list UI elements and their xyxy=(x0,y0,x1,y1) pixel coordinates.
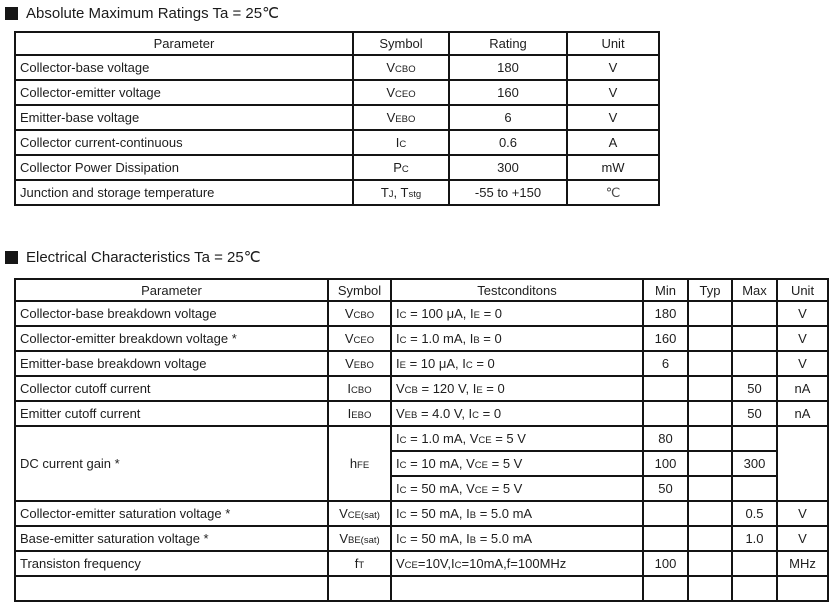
symbol-cell: TJ, Tstg xyxy=(353,180,449,205)
table-row xyxy=(15,526,828,551)
abs-max-section-title xyxy=(5,0,833,23)
unit-cell: V xyxy=(567,105,659,130)
symbol-cell: fT xyxy=(328,551,391,576)
section-title-text: Electrical Characteristics Ta = 25℃ xyxy=(26,249,261,266)
unit-cell: V xyxy=(777,326,828,351)
rating-cell: 160 xyxy=(449,80,567,105)
empty-cell xyxy=(15,576,328,601)
table-row xyxy=(15,155,659,180)
header-cell-parameter: Parameter xyxy=(15,279,328,301)
symbol-cell: VCE(sat) xyxy=(328,501,391,526)
unit-cell: V xyxy=(777,301,828,326)
unit-cell: V xyxy=(777,526,828,551)
typ-cell xyxy=(688,301,732,326)
min-cell xyxy=(643,401,688,426)
symbol-cell: VCBO xyxy=(328,301,391,326)
parameter-cell: Emitter-base breakdown voltage xyxy=(15,351,328,376)
parameter-cell: Transiston frequency xyxy=(15,551,328,576)
typ-cell xyxy=(688,376,732,401)
clipped-partial-row xyxy=(15,576,828,601)
parameter-cell: Collector current-continuous xyxy=(15,130,353,155)
table-row xyxy=(15,551,828,576)
testcondition-cell: IC = 1.0 mA, IB = 0 xyxy=(391,326,643,351)
typ-cell xyxy=(688,476,732,501)
testcondition-cell: IC = 1.0 mA, VCE = 5 V xyxy=(391,426,643,451)
header-cell-symbol: Symbol xyxy=(328,279,391,301)
max-cell: 0.5 xyxy=(732,501,777,526)
header-cell-unit: Unit xyxy=(567,32,659,55)
table-row xyxy=(15,326,828,351)
empty-cell xyxy=(732,576,777,601)
header-cell-rating: Rating xyxy=(449,32,567,55)
unit-cell: ℃ xyxy=(567,180,659,205)
min-cell: 180 xyxy=(643,301,688,326)
max-cell xyxy=(732,351,777,376)
testcondition-cell: VCE=10V,IC=10mA,f=100MHz xyxy=(391,551,643,576)
unit-cell: MHz xyxy=(777,551,828,576)
testcondition-cell: VCB = 120 V, IE = 0 xyxy=(391,376,643,401)
unit-cell: A xyxy=(567,130,659,155)
symbol-cell: IEBO xyxy=(328,401,391,426)
unit-cell: V xyxy=(777,501,828,526)
testcondition-cell: IC = 100 μA, IE = 0 xyxy=(391,301,643,326)
header-cell-testconditions: Testconditons xyxy=(391,279,643,301)
parameter-cell: Collector cutoff current xyxy=(15,376,328,401)
testcondition-cell: VEB = 4.0 V, IC = 0 xyxy=(391,401,643,426)
section-title-text: Absolute Maximum Ratings Ta = 25℃ xyxy=(26,5,279,22)
max-cell xyxy=(732,426,777,451)
min-cell: 160 xyxy=(643,326,688,351)
min-cell: 80 xyxy=(643,426,688,451)
table-row xyxy=(15,401,828,426)
max-cell: 50 xyxy=(732,401,777,426)
max-cell xyxy=(732,476,777,501)
max-cell xyxy=(732,551,777,576)
empty-cell xyxy=(777,576,828,601)
min-cell xyxy=(643,526,688,551)
testcondition-cell: IC = 50 mA, IB = 5.0 mA xyxy=(391,501,643,526)
header-cell-min: Min xyxy=(643,279,688,301)
unit-cell: V xyxy=(777,351,828,376)
abs-max-table xyxy=(14,31,660,206)
header-cell-max: Max xyxy=(732,279,777,301)
symbol-cell: VEBO xyxy=(328,351,391,376)
testcondition-cell: IC = 50 mA, IB = 5.0 mA xyxy=(391,526,643,551)
table-row xyxy=(15,501,828,526)
symbol-cell: VCBO xyxy=(353,55,449,80)
symbol-cell: IC xyxy=(353,130,449,155)
table-row xyxy=(15,130,659,155)
electrical-characteristics-table xyxy=(14,278,829,602)
typ-cell xyxy=(688,351,732,376)
parameter-cell: Collector Power Dissipation xyxy=(15,155,353,180)
typ-cell xyxy=(688,526,732,551)
table-row xyxy=(15,376,828,401)
table-row xyxy=(15,301,828,326)
min-cell xyxy=(643,501,688,526)
testcondition-cell: IC = 10 mA, VCE = 5 V xyxy=(391,451,643,476)
typ-cell xyxy=(688,551,732,576)
symbol-cell: ICBO xyxy=(328,376,391,401)
parameter-cell: Collector-emitter voltage xyxy=(15,80,353,105)
table-row xyxy=(15,80,659,105)
table-row xyxy=(15,105,659,130)
max-cell: 300 xyxy=(732,451,777,476)
rating-cell: 6 xyxy=(449,105,567,130)
max-cell xyxy=(732,301,777,326)
testcondition-cell: IC = 50 mA, VCE = 5 V xyxy=(391,476,643,501)
unit-cell: V xyxy=(567,80,659,105)
table-row xyxy=(15,351,828,376)
parameter-cell: Emitter-base voltage xyxy=(15,105,353,130)
header-cell-parameter: Parameter xyxy=(15,32,353,55)
symbol-cell: hFE xyxy=(328,426,391,501)
min-cell: 50 xyxy=(643,476,688,501)
rating-cell: 180 xyxy=(449,55,567,80)
min-cell: 100 xyxy=(643,451,688,476)
parameter-cell: Collector-base voltage xyxy=(15,55,353,80)
max-cell: 1.0 xyxy=(732,526,777,551)
min-cell xyxy=(643,376,688,401)
header-cell-typ: Typ xyxy=(688,279,732,301)
empty-cell xyxy=(643,576,688,601)
rating-cell: 300 xyxy=(449,155,567,180)
symbol-cell: VCEO xyxy=(328,326,391,351)
symbol-cell: VCEO xyxy=(353,80,449,105)
unit-cell: mW xyxy=(567,155,659,180)
parameter-cell: Collector-base breakdown voltage xyxy=(15,301,328,326)
table-row xyxy=(15,426,828,451)
table-header-row xyxy=(15,32,659,55)
typ-cell xyxy=(688,401,732,426)
unit-cell xyxy=(777,426,828,501)
parameter-cell: Emitter cutoff current xyxy=(15,401,328,426)
empty-cell xyxy=(328,576,391,601)
header-cell-symbol: Symbol xyxy=(353,32,449,55)
electrical-characteristics-section-title xyxy=(5,248,833,267)
typ-cell xyxy=(688,501,732,526)
typ-cell xyxy=(688,326,732,351)
header-cell-unit: Unit xyxy=(777,279,828,301)
section-bullet-icon xyxy=(5,251,18,264)
symbol-cell: VEBO xyxy=(353,105,449,130)
symbol-cell: VBE(sat) xyxy=(328,526,391,551)
section-bullet-icon xyxy=(5,7,18,20)
unit-cell: V xyxy=(567,55,659,80)
table-row xyxy=(15,180,659,205)
max-cell xyxy=(732,326,777,351)
typ-cell xyxy=(688,426,732,451)
unit-cell: nA xyxy=(777,401,828,426)
min-cell: 100 xyxy=(643,551,688,576)
unit-cell: nA xyxy=(777,376,828,401)
symbol-cell: PC xyxy=(353,155,449,180)
typ-cell xyxy=(688,451,732,476)
table-row xyxy=(15,55,659,80)
empty-cell xyxy=(391,576,643,601)
parameter-cell: Base-emitter saturation voltage * xyxy=(15,526,328,551)
parameter-cell: Junction and storage temperature xyxy=(15,180,353,205)
parameter-cell: Collector-emitter saturation voltage * xyxy=(15,501,328,526)
parameter-cell: DC current gain * xyxy=(15,426,328,501)
table-header-row xyxy=(15,279,828,301)
max-cell: 50 xyxy=(732,376,777,401)
min-cell: 6 xyxy=(643,351,688,376)
empty-cell xyxy=(688,576,732,601)
rating-cell: -55 to +150 xyxy=(449,180,567,205)
rating-cell: 0.6 xyxy=(449,130,567,155)
parameter-cell: Collector-emitter breakdown voltage * xyxy=(15,326,328,351)
testcondition-cell: IE = 10 μA, IC = 0 xyxy=(391,351,643,376)
